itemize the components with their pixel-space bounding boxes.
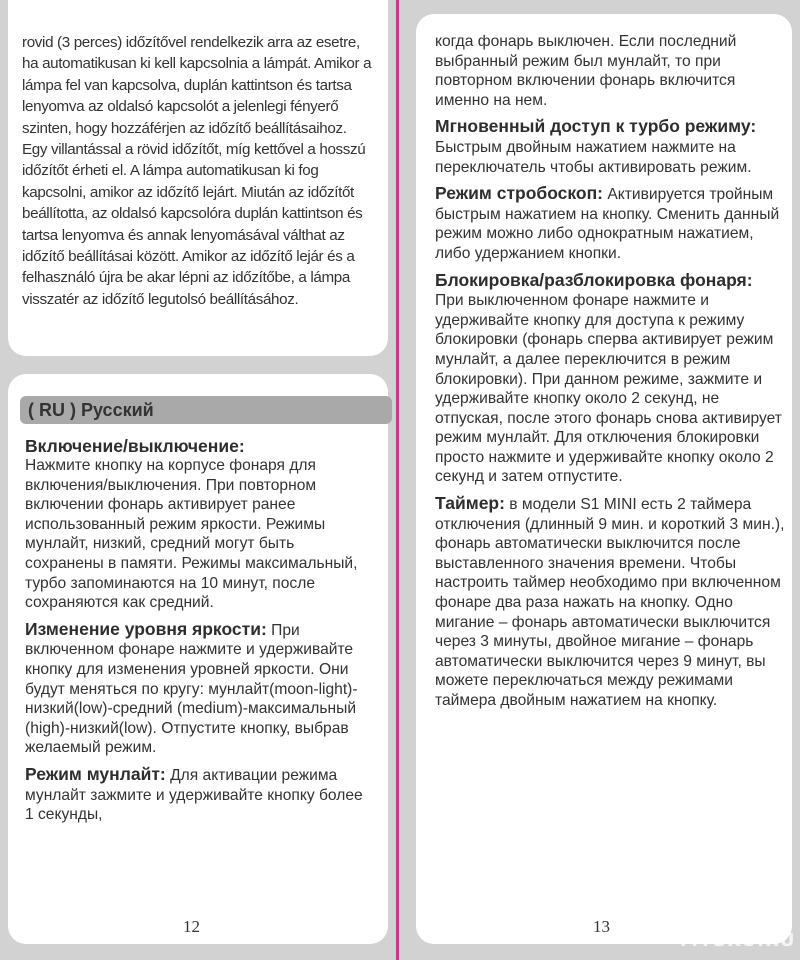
heading-strobe-mode: Режим стробоскоп: — [435, 183, 604, 204]
text-brightness-change: При включенном фонаре нажмите и удерживайте кнопку для изменения уровней яркости. Они будут меняться по кругу: мунлайт(moon-light)-низкий(low)-средний (medium)-максимальный (high)-низкий(low). Отпустите кнопку, выбрав желаемый режим. — [25, 621, 358, 757]
russian-instructions-column — [25, 436, 370, 831]
hungarian-paragraph: rovid (3 perces) időzítővel rendelkezik arra az esetre, ha automatikusan ki kell kapcsolnia a lámpát. Amikor a lámpa fel van kapcsolva, duplán kattintson és tartsa lenyomva az oldalsó kapcsolót a jelenlegi fényerő szinten, hogy hozzáférjen az időzítő beállításaihoz. Egy villantással a rövid időzítőt, míg kettővel a hosszú időzítőt érheti el. A lámpa automatikusan ki fog kapcsolni, amikor az időzítő lejárt. Miután az időzítőt beállította, az oldalsó kapcsolóra duplán kattintson és tartsa lenyomva és annak lenyomásával válthat az időzítő beállításai között. Amikor az időzítő lejár és a felhasználó újra be akar lépni az időzítőbe, a lámpa visszatér az időzítő legutolsó beállításához. — [22, 34, 372, 308]
page-number-left: 12 — [183, 917, 200, 936]
heading-moonlight-mode: Режим мунлайт: — [25, 763, 166, 784]
page-number-right: 13 — [593, 917, 610, 936]
text-strobe-mode: Активируется тройным быстрым нажатием на кнопку. Сменить данный режим можно либо однократным нажатием, либо удержанием кнопки. — [435, 186, 780, 262]
para-power-on-off — [25, 436, 370, 613]
heading-timer: Таймер: — [435, 493, 505, 514]
text-lockout: При выключенном фонаре нажмите и удерживайте кнопку для доступа к режиму блокировки (фонарь сперва активирует режим мунлайт, а далее переключится в режим блокировки). При данном режиме, зажмите и удерживайте кнопку около 2 секунд, не отпуская, после этого фонарь снова активирует режим мунлайт. Для отключения блокировки просто нажмите и удерживайте кнопку около 2 секунд и затем отпустите. — [435, 292, 782, 486]
text-timer: в модели S1 MINI есть 2 таймера отключения (длинный 9 мин. и короткий 3 мин.), фонарь автоматически выключится после выставленного значения времени. Чтобы настроить таймер необходимо при включенном фонаре два раза нажать на кнопку. Одно мигание – фонарь автоматически выключится через 3 минуты, двойное мигание – фонарь автоматически выключится через 9 минут, вы можете переключаться между режимами таймера двойным нажатием на кнопку. — [435, 496, 785, 709]
section-title-russian: ( RU ) Русский — [20, 396, 392, 424]
page-spine-line — [396, 0, 399, 960]
right-instructions-column — [435, 32, 785, 717]
heading-lockout: Блокировка/разблокировка фонаря: — [435, 269, 753, 290]
text-moonlight-continuation: когда фонарь выключен. Если последний выбранный режим был мунлайт, то при повторном включении фонарь включится именно на нем. — [435, 33, 737, 109]
para-brightness-change — [25, 619, 370, 758]
para-timer — [435, 493, 785, 711]
heading-power-on-off: Включение/выключение: — [25, 436, 245, 456]
heading-brightness-change: Изменение уровня яркости: — [25, 618, 267, 639]
para-strobe-mode — [435, 183, 785, 263]
text-moonlight-mode: Для активации режима мунлайт зажмите и удерживайте кнопку более 1 секунды, — [25, 766, 363, 824]
para-turbo-access — [435, 116, 785, 177]
site-watermark: MYSKU.RU — [680, 930, 796, 951]
text-turbo-access: Быстрым двойным нажатием нажмите на переключатель чтобы активировать режим. — [435, 138, 752, 176]
para-moonlight-mode — [25, 764, 370, 825]
heading-turbo-access: Мгновенный доступ к турбо режиму: — [435, 116, 757, 137]
text-power-on-off: Нажмите кнопку на корпусе фонаря для включения/выключения. При повторном включении фонарь активирует ранее использованный режим яркости. Режимы мунлайт, низкий, средний могут быть сохранены в памяти. Режимы максимальный, турбо запоминаются на 10 минут, после сохраняются как средний. — [25, 457, 358, 612]
para-lockout — [435, 270, 785, 488]
